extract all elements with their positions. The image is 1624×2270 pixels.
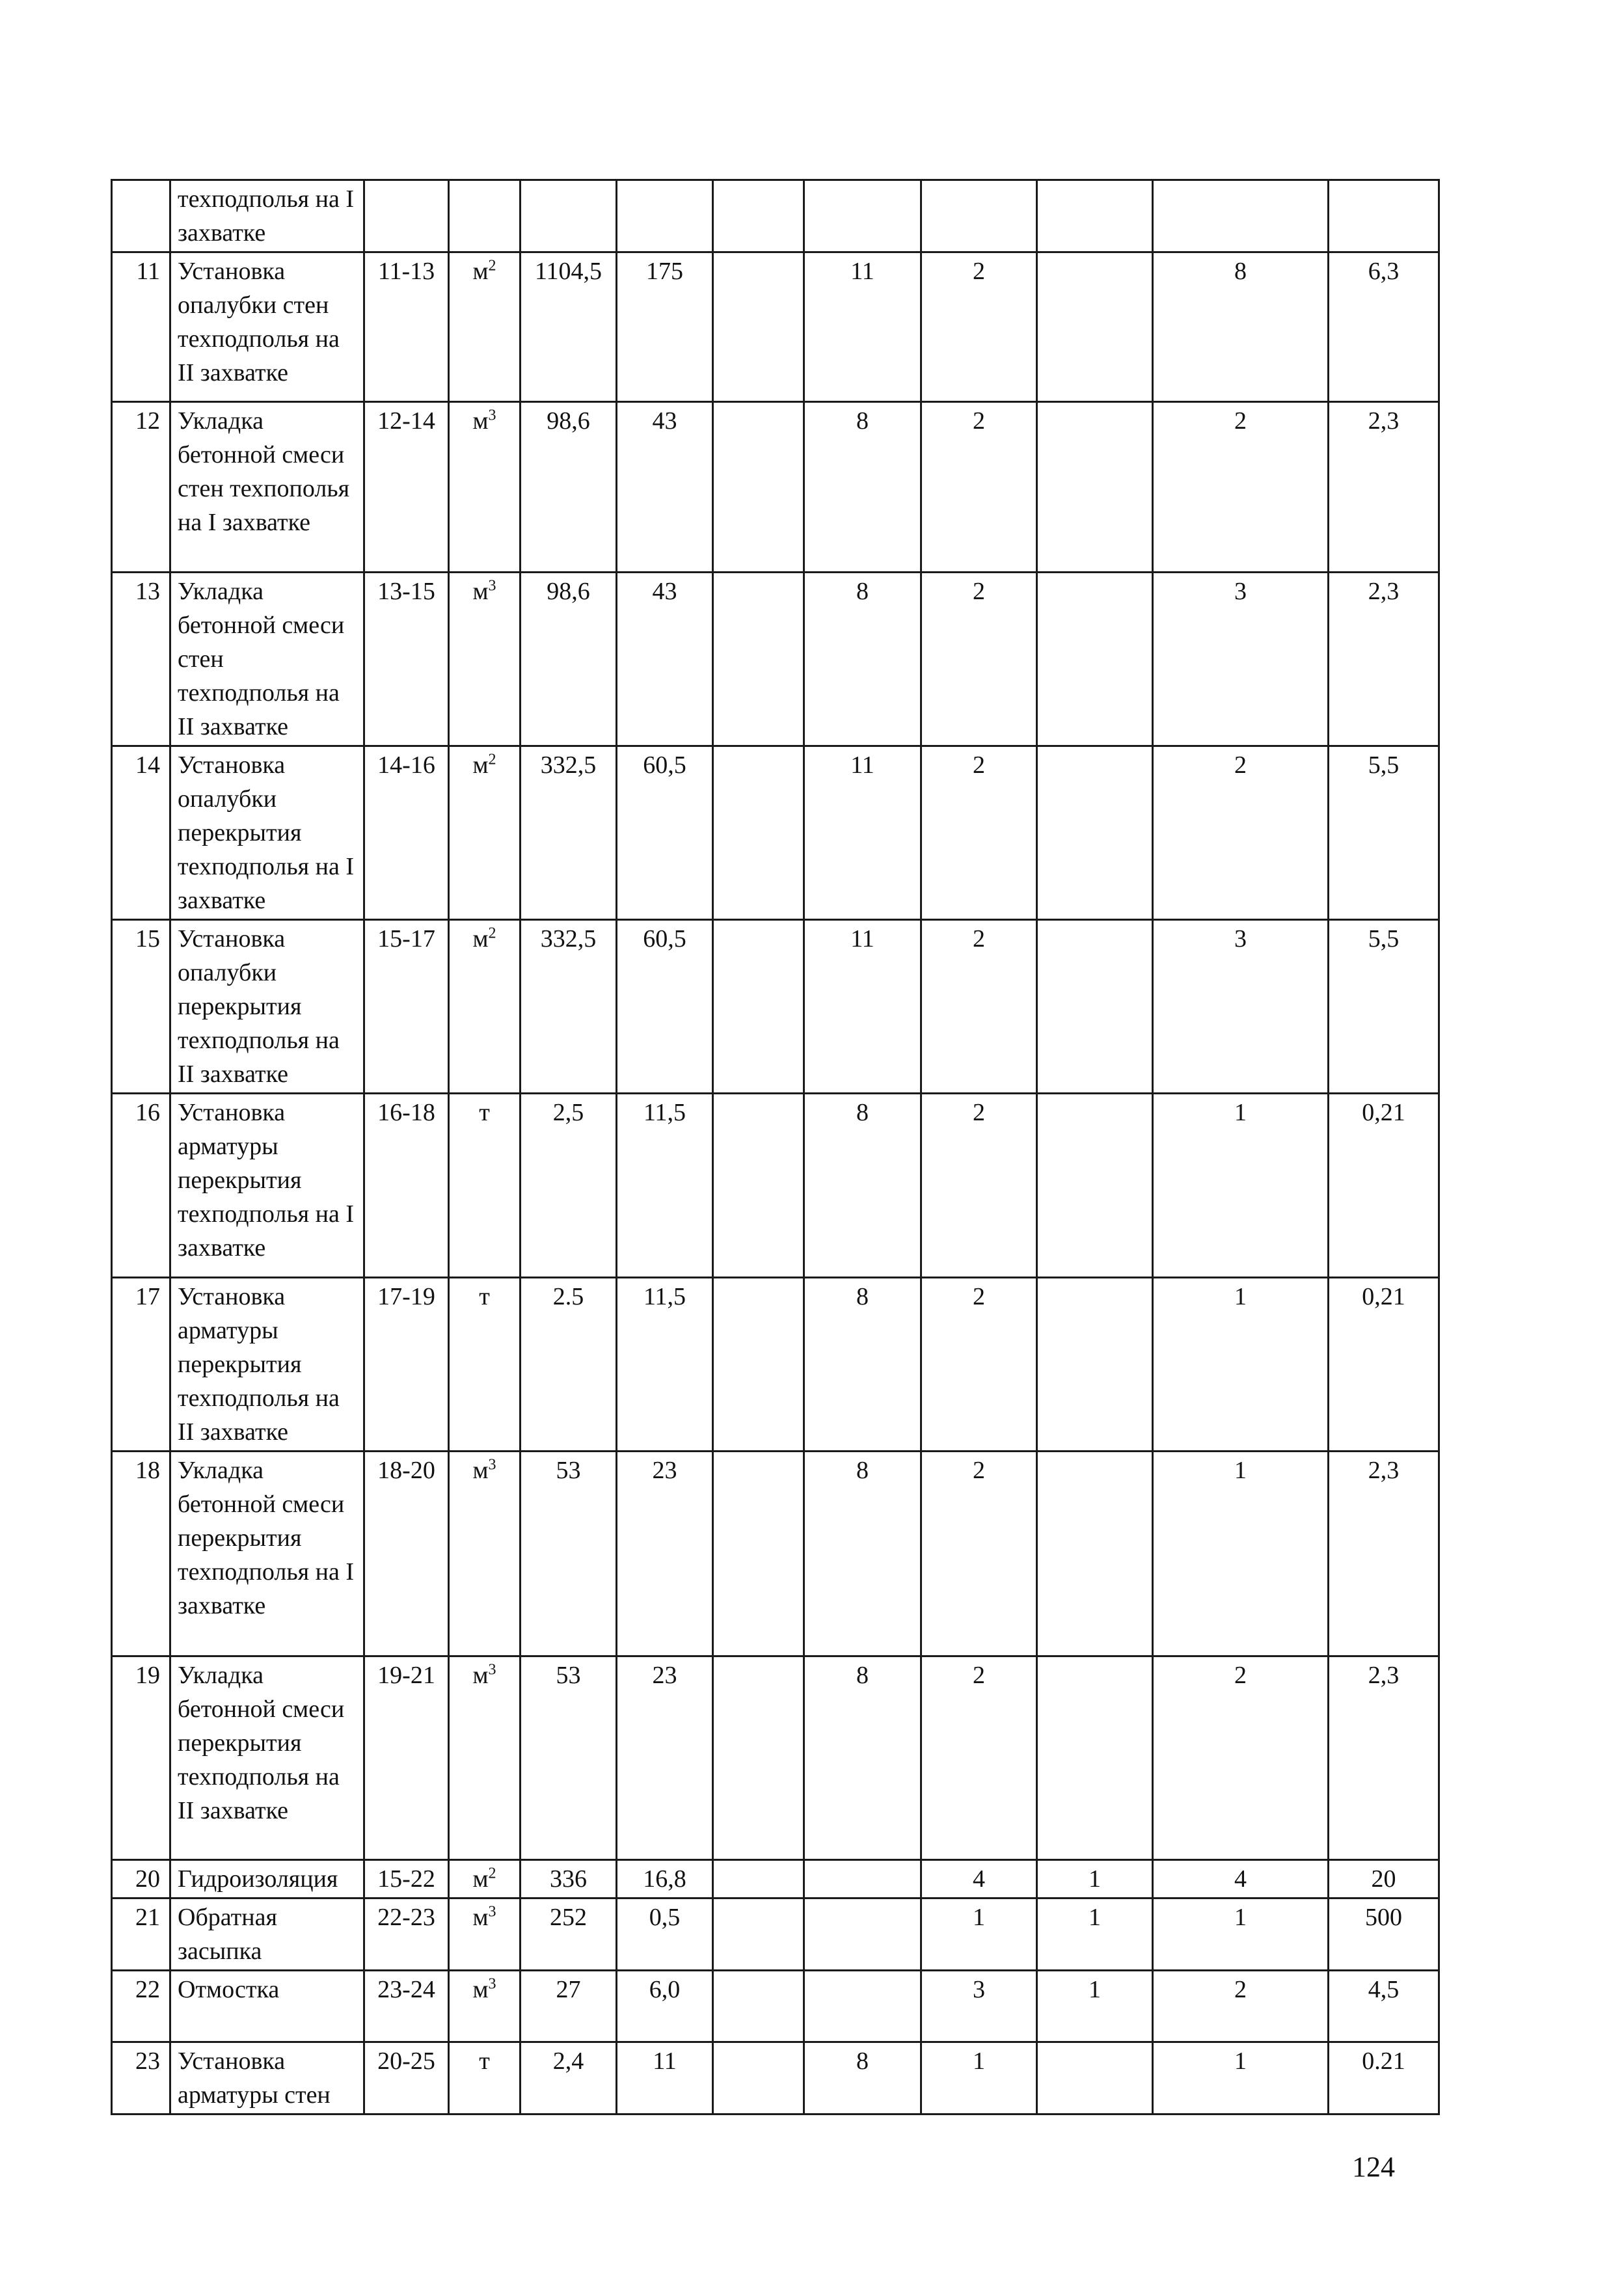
work-code: 15-17 [364,920,449,1094]
labor-cost: 16,8 [617,1860,713,1898]
row-number: 18 [112,1452,170,1656]
work-name: Установка опалубки перекрытия техподполья на I захватке [170,746,364,920]
work-code: 15-22 [364,1860,449,1898]
cell-col11: 2 [1153,1656,1329,1860]
cell-col11: 2 [1153,1971,1329,2042]
cell-col11: 3 [1153,920,1329,1094]
labor-cost: 0,5 [617,1898,713,1971]
labor-cost: 11,5 [617,1094,713,1278]
work-name: Установка арматуры перекрытия техподполья на I захватке [170,1094,364,1278]
cell-col11: 8 [1153,252,1329,402]
empty-cell [713,573,804,746]
row-number: 17 [112,1278,170,1452]
labor-cost: 60,5 [617,920,713,1094]
row-number: 20 [112,1860,170,1898]
work-name: Гидроизоляция [170,1860,364,1898]
unit: т [449,1278,521,1452]
table-row [112,1656,1439,1860]
work-code: 13-15 [364,573,449,746]
row-number: 21 [112,1898,170,1971]
work-code: 23-24 [364,1971,449,2042]
table-row [112,252,1439,402]
cell-col8 [804,1860,921,1898]
unit: $м^3$ [449,402,521,573]
cell-col8: 8 [804,402,921,573]
empty-cell [713,920,804,1094]
work-volume: 53 [521,1452,617,1656]
work-code: 12-14 [364,402,449,573]
row-number: 22 [112,1971,170,2042]
cell-col11: 1 [1153,1278,1329,1452]
empty-cell [713,1971,804,2042]
table-row [112,402,1439,573]
empty-cell [713,2042,804,2115]
row-number: 14 [112,746,170,920]
labor-cost: 23 [617,1656,713,1860]
row-number [112,180,170,252]
work-name: Укладка бетонной смеси перекрытия техподполья на II захватке [170,1656,364,1860]
work-volume: 2,5 [521,1094,617,1278]
work-volume: 98,6 [521,573,617,746]
cell-col10 [1037,1094,1153,1278]
empty-cell [713,252,804,402]
cell-col11: 1 [1153,1094,1329,1278]
cell-col12: 0.21 [1329,2042,1439,2115]
unit [449,180,521,252]
unit-exponent: 3 [488,577,496,595]
cell-col8: 11 [804,920,921,1094]
work-name: Укладка бетонной смеси стен техподполья на II захватке [170,573,364,746]
page-number: 124 [1352,2151,1395,2183]
cell-col9: 2 [921,1278,1037,1452]
unit: т [449,1094,521,1278]
unit-exponent: 3 [488,407,496,424]
cell-col10 [1037,746,1153,920]
work-code: 19-21 [364,1656,449,1860]
table-row [112,1094,1439,1278]
table-row [112,1971,1439,2042]
unit: $м^2$ [449,1860,521,1898]
table-row [112,1452,1439,1656]
work-volume: 27 [521,1971,617,2042]
labor-cost: 43 [617,402,713,573]
unit-exponent: 3 [488,1661,496,1679]
cell-col9: 2 [921,1094,1037,1278]
work-code: 14-16 [364,746,449,920]
cell-col11 [1153,180,1329,252]
table-row [112,1278,1439,1452]
cell-col10: 1 [1037,1860,1153,1898]
empty-cell [713,1898,804,1971]
labor-cost: 60,5 [617,746,713,920]
cell-col10 [1037,1278,1153,1452]
work-name: Укладка бетонной смеси стен техпополья на I захватке [170,402,364,573]
empty-cell [713,180,804,252]
cell-col11: 1 [1153,1452,1329,1656]
unit: $м^3$ [449,1971,521,2042]
unit: $м^2$ [449,920,521,1094]
labor-cost: 6,0 [617,1971,713,2042]
cell-col9: 2 [921,920,1037,1094]
cell-col9: 2 [921,1452,1037,1656]
labor-cost: 11 [617,2042,713,2115]
table-row [112,180,1439,252]
cell-col9: 2 [921,402,1037,573]
work-volume: 252 [521,1898,617,1971]
cell-col11: 1 [1153,1898,1329,1971]
cell-col10 [1037,1452,1153,1656]
cell-col8: 8 [804,1452,921,1656]
work-volume: 53 [521,1656,617,1860]
work-code: 22-23 [364,1898,449,1971]
work-volume: 336 [521,1860,617,1898]
work-name: техподполья на I захватке [170,180,364,252]
cell-col9: 2 [921,573,1037,746]
work-schedule-table [111,179,1440,2115]
cell-col10 [1037,180,1153,252]
cell-col10 [1037,402,1153,573]
cell-col8: 11 [804,746,921,920]
work-name: Отмостка [170,1971,364,2042]
labor-cost: 23 [617,1452,713,1656]
cell-col12: 4,5 [1329,1971,1439,2042]
table-row [112,920,1439,1094]
unit-exponent: 2 [488,257,496,275]
row-number: 11 [112,252,170,402]
cell-col10 [1037,1656,1153,1860]
unit-exponent: 3 [488,1975,496,1993]
work-name: Установка опалубки перекрытия техподполья на II захватке [170,920,364,1094]
unit: т [449,2042,521,2115]
cell-col12: 5,5 [1329,746,1439,920]
work-code: 17-19 [364,1278,449,1452]
cell-col12: 2,3 [1329,573,1439,746]
unit: $м^3$ [449,573,521,746]
work-code: 16-18 [364,1094,449,1278]
cell-col8: 8 [804,1656,921,1860]
row-number: 12 [112,402,170,573]
empty-cell [713,1860,804,1898]
cell-col12: 500 [1329,1898,1439,1971]
empty-cell [713,1656,804,1860]
empty-cell [713,1452,804,1656]
cell-col9: 2 [921,1656,1037,1860]
unit: $м^2$ [449,746,521,920]
unit-exponent: 3 [488,1456,496,1474]
cell-col12: 5,5 [1329,920,1439,1094]
cell-col10 [1037,252,1153,402]
work-volume: 332,5 [521,746,617,920]
cell-col11: 3 [1153,573,1329,746]
row-number: 15 [112,920,170,1094]
cell-col10: 1 [1037,1898,1153,1971]
work-name: Укладка бетонной смеси перекрытия техподполья на I захватке [170,1452,364,1656]
cell-col9: 2 [921,746,1037,920]
labor-cost: 43 [617,573,713,746]
unit: $м^3$ [449,1898,521,1971]
cell-col8: 11 [804,252,921,402]
work-volume: 332,5 [521,920,617,1094]
cell-col12: 0,21 [1329,1094,1439,1278]
cell-col9: 1 [921,2042,1037,2115]
unit: $м^3$ [449,1452,521,1656]
work-name: Установка опалубки стен техподполья на II захватке [170,252,364,402]
table-row [112,1860,1439,1898]
unit-exponent: 2 [488,925,496,942]
cell-col9: 3 [921,1971,1037,2042]
work-volume [521,180,617,252]
table-row [112,2042,1439,2115]
row-number: 13 [112,573,170,746]
cell-col12: 6,3 [1329,252,1439,402]
cell-col8: 8 [804,1094,921,1278]
empty-cell [713,746,804,920]
cell-col8 [804,1971,921,2042]
cell-col8: 8 [804,2042,921,2115]
work-code [364,180,449,252]
cell-col8 [804,180,921,252]
cell-col12: 0,21 [1329,1278,1439,1452]
work-code: 20-25 [364,2042,449,2115]
empty-cell [713,1278,804,1452]
cell-col12: 2,3 [1329,402,1439,573]
unit: $м^2$ [449,252,521,402]
table-row [112,1898,1439,1971]
work-name: Установка арматуры перекрытия техподполья на II захватке [170,1278,364,1452]
table-row [112,746,1439,920]
labor-cost [617,180,713,252]
table-body [112,180,1439,2115]
cell-col11: 2 [1153,746,1329,920]
cell-col8: 8 [804,573,921,746]
row-number: 16 [112,1094,170,1278]
cell-col10 [1037,920,1153,1094]
work-code: 18-20 [364,1452,449,1656]
work-name: Установка арматуры стен [170,2042,364,2115]
unit-exponent: 2 [488,1865,496,1882]
work-volume: 98,6 [521,402,617,573]
cell-col9 [921,180,1037,252]
unit-exponent: 3 [488,1903,496,1921]
labor-cost: 11,5 [617,1278,713,1452]
work-volume: 1104,5 [521,252,617,402]
table-row [112,573,1439,746]
cell-col11: 4 [1153,1860,1329,1898]
labor-cost: 175 [617,252,713,402]
cell-col9: 2 [921,252,1037,402]
unit: $м^3$ [449,1656,521,1860]
cell-col11: 1 [1153,2042,1329,2115]
cell-col11: 2 [1153,402,1329,573]
cell-col12: 2,3 [1329,1452,1439,1656]
work-code: 11-13 [364,252,449,402]
cell-col10 [1037,2042,1153,2115]
cell-col9: 1 [921,1898,1037,1971]
empty-cell [713,1094,804,1278]
work-volume: 2.5 [521,1278,617,1452]
cell-col9: 4 [921,1860,1037,1898]
cell-col12: 20 [1329,1860,1439,1898]
cell-col10 [1037,573,1153,746]
cell-col8 [804,1898,921,1971]
work-volume: 2,4 [521,2042,617,2115]
cell-col12 [1329,180,1439,252]
work-name: Обратная засыпка [170,1898,364,1971]
empty-cell [713,402,804,573]
cell-col12: 2,3 [1329,1656,1439,1860]
cell-col8: 8 [804,1278,921,1452]
row-number: 19 [112,1656,170,1860]
cell-col10: 1 [1037,1971,1153,2042]
unit-exponent: 2 [488,751,496,768]
row-number: 23 [112,2042,170,2115]
